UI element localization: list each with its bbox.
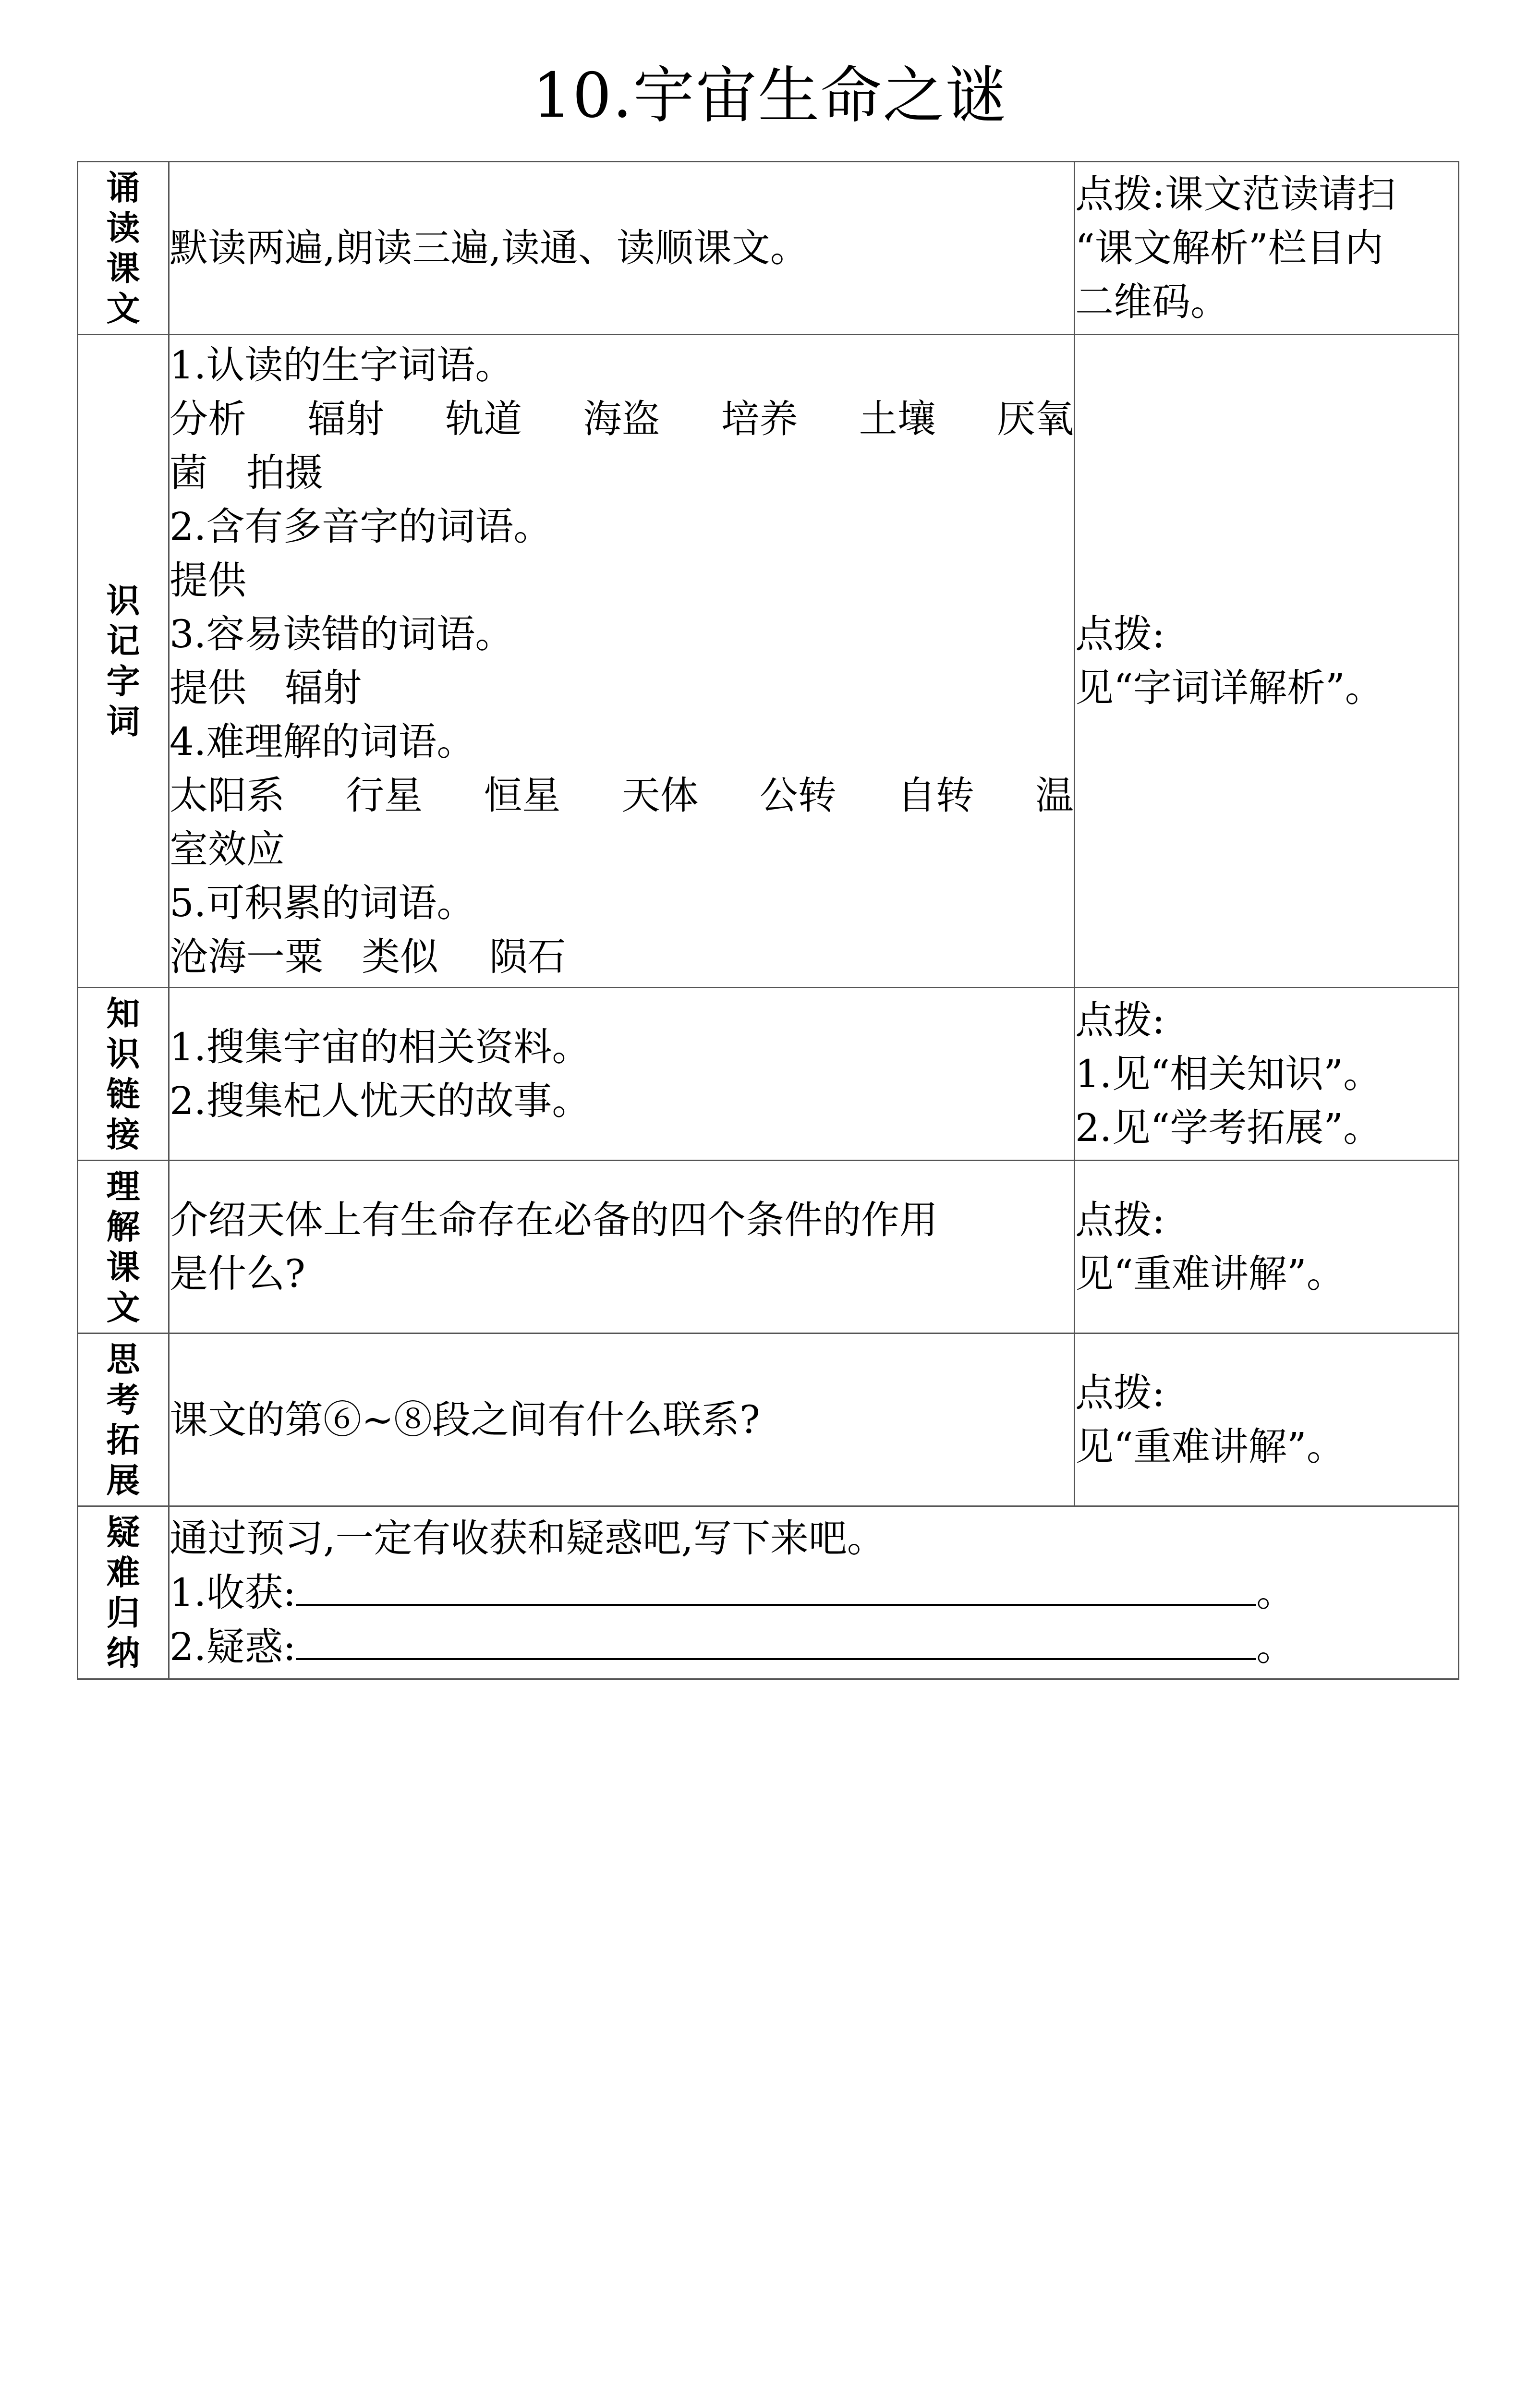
word-list: 分析 辐射 轨道 海盗 培养 土壤 厌氧 (170, 396, 1074, 441)
vocab-heading: 1.认读的生字词语。 (170, 342, 514, 388)
task-cell (169, 335, 1075, 988)
vocab-heading: 4.难理解的词语。 (170, 719, 475, 764)
word-list: 菌 拍摄 (170, 450, 323, 495)
gain-line: 1.收获: 。 (170, 1565, 1458, 1620)
word-list: 提供 辐射 (170, 665, 362, 710)
section-label-knowledge: 知 识 链 接 (78, 988, 169, 1161)
task-cell: 课文的第⑥~⑧段之间有什么联系? (169, 1334, 1075, 1506)
task-cell: 1.搜集宇宙的相关资料。 2.搜集杞人忧天的故事。 (169, 988, 1075, 1161)
doubt-blank[interactable] (296, 1620, 1256, 1660)
vocab-heading: 3.容易读错的词语。 (170, 611, 514, 656)
section-label-understand: 理 解 课 文 (78, 1161, 169, 1334)
page-title: 10.宇宙生命之谜 (532, 60, 1008, 132)
table-row (78, 335, 1459, 988)
word-list: 提供 (170, 558, 246, 603)
task-cell (169, 162, 1075, 335)
table-row (78, 162, 1459, 335)
vocab-heading: 5.可积累的词语。 (170, 880, 475, 925)
vocab-heading: 2.含有多音字的词语。 (170, 504, 552, 549)
table-row (78, 988, 1459, 1161)
task-text: 默读两遍,朗读三遍,读通、读顺课文。 (170, 225, 809, 270)
task-cell: 介绍天体上有生命存在必备的四个条件的作用 是什么? (169, 1161, 1075, 1334)
section-label-vocabulary: 识 记 字 词 (78, 335, 169, 988)
hint-cell: 点拨: 见“重难讲解”。 (1075, 1334, 1459, 1506)
gain-blank[interactable] (296, 1565, 1256, 1606)
table-row (78, 1161, 1459, 1334)
section-label-recite: 诵 读 课 文 (78, 162, 169, 335)
section-label-summary: 疑 难 归 纳 (78, 1506, 169, 1679)
section-label-extension: 思 考 拓 展 (78, 1334, 169, 1506)
table-row (78, 1506, 1459, 1679)
summary-intro: 通过预习,一定有收获和疑惑吧,写下来吧。 (170, 1516, 885, 1561)
doubt-line: 2.疑惑: 。 (170, 1620, 1458, 1674)
table-row (78, 1334, 1459, 1506)
summary-cell (169, 1506, 1459, 1679)
hint-cell: 点拨: 见“重难讲解”。 (1075, 1161, 1459, 1334)
hint-cell: 点拨: 1.见“相关知识”。 2.见“学考拓展”。 (1075, 988, 1459, 1161)
hint-cell: 点拨: 见“字词详解析”。 (1075, 335, 1459, 988)
word-list: 室效应 (170, 826, 285, 872)
preview-worksheet-table (77, 161, 1459, 1680)
word-list: 沧海一粟 类似 陨石 (170, 934, 566, 979)
word-list: 太阳系 行星 恒星 天体 公转 自转 温 (170, 773, 1074, 818)
hint-cell: 点拨:课文范读请扫 “课文解析”栏目内 二维码。 (1075, 162, 1459, 335)
